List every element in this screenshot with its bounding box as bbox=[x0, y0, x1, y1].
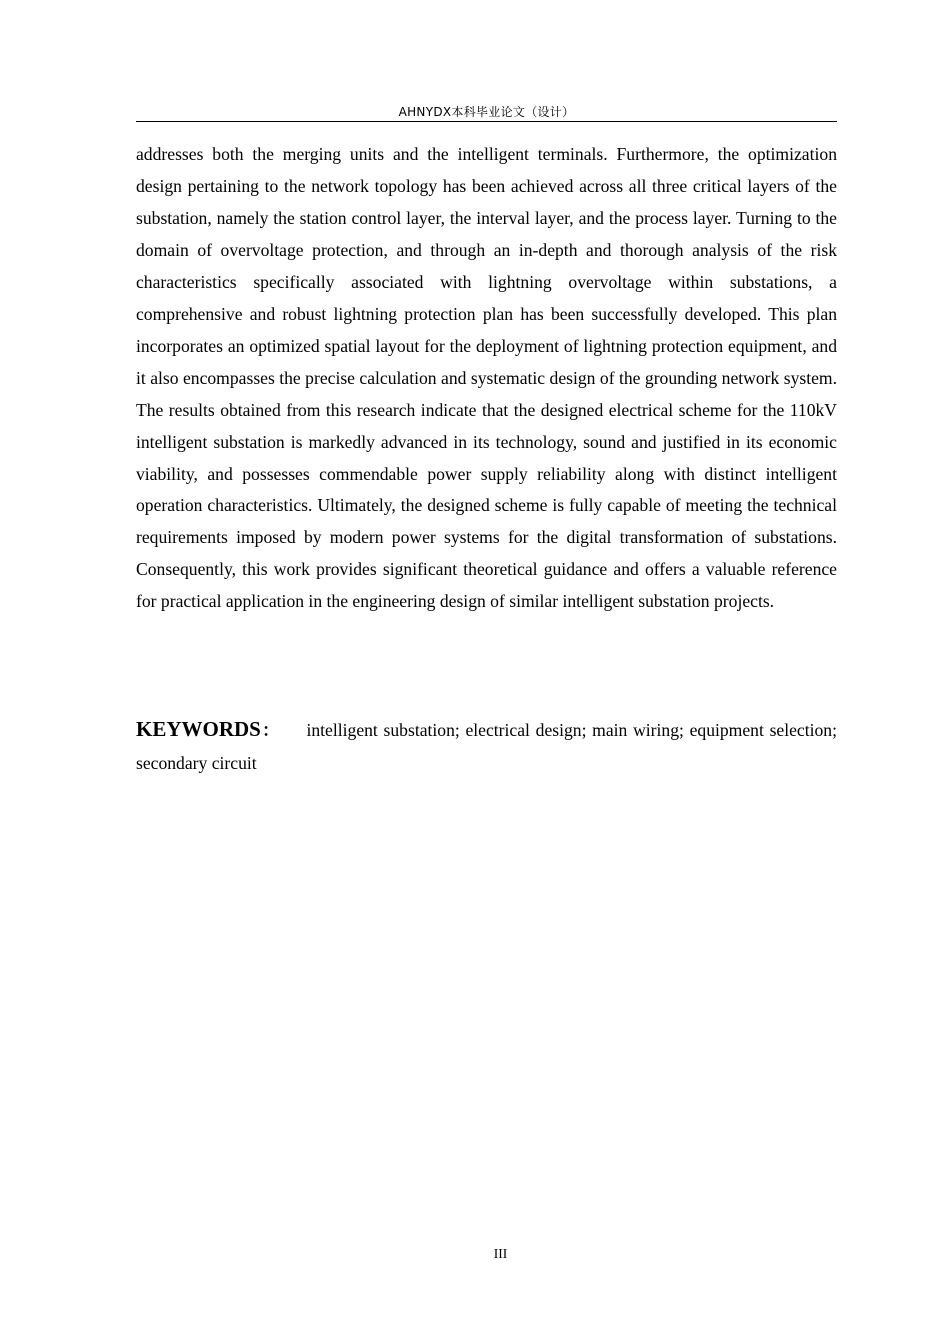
keywords-label: KEYWORDS bbox=[136, 717, 261, 741]
header-title: AHNYDX本科毕业论文（设计） bbox=[398, 105, 575, 119]
keywords-list: intelligent substation; electrical design; main wiring; equipment selection; secondary circuit bbox=[136, 720, 837, 773]
page-number: III bbox=[493, 1246, 508, 1261]
keywords-colon: ： bbox=[260, 721, 281, 740]
page-header bbox=[136, 104, 837, 122]
keywords-section bbox=[136, 713, 837, 779]
abstract-paragraph: addresses both the merging units and the intelligent terminals. Furthermore, the optimization design pertaining to the network topology has been achieved across all three critical layers of the substation, namely the station control layer, the interval layer, and the process layer. Turning to the domain of overvoltage protection, and through an in-depth and thorough analysis of the risk characteristics specifically associated with lightning overvoltage within substations, a comprehensive and robust lightning protection plan has been successfully developed. This plan incorporates an optimized spatial layout for the deployment of lightning protection equipment, and it also encompasses the precise calculation and systematic design of the grounding network system. The results obtained from this research indicate that the designed electrical scheme for the 110kV intelligent substation is markedly advanced in its technology, sound and justified in its economic viability, and possesses commendable power supply reliability along with distinct intelligent operation characteristics. Ultimately, the designed scheme is fully capable of meeting the technical requirements imposed by modern power systems for the digital transformation of substations. Consequently, this work provides significant theoretical guidance and offers a valuable reference for practical application in the engineering design of similar intelligent substation projects. bbox=[136, 144, 837, 612]
